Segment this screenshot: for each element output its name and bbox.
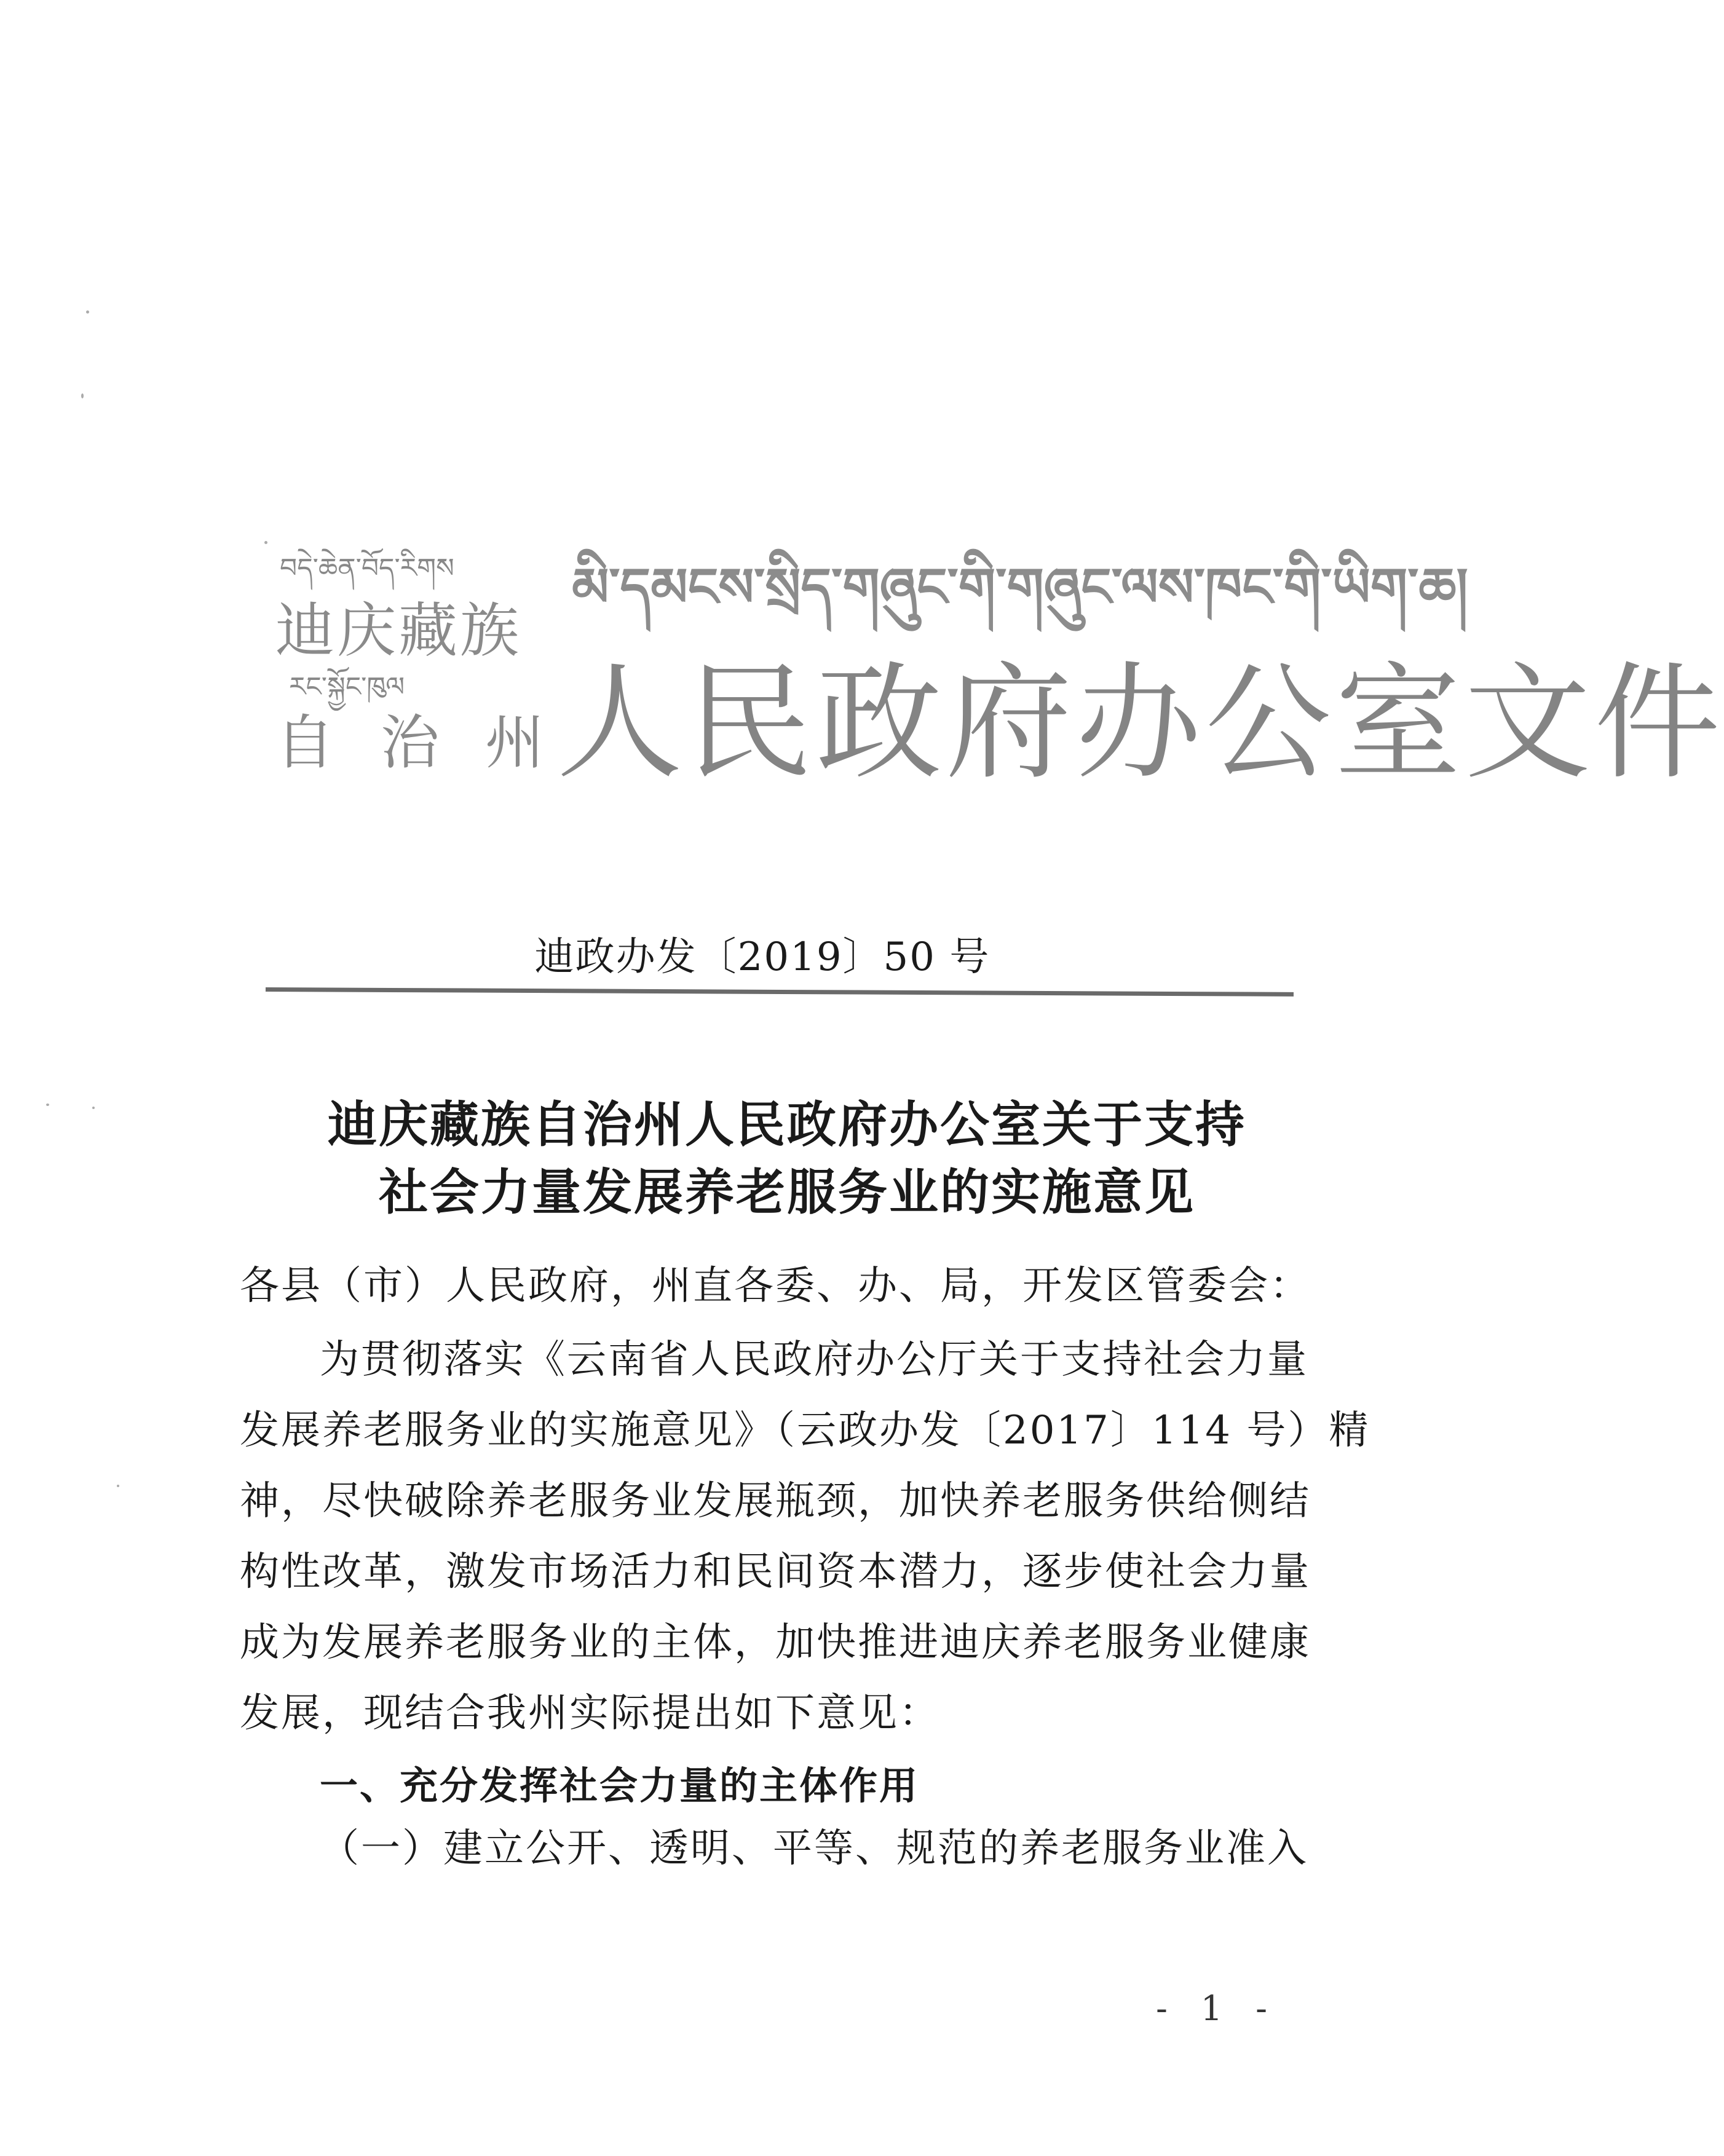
page-number: - 1 -	[1156, 1989, 1279, 2029]
scan-speck	[81, 393, 84, 398]
salutation: 各县（市）人民政府，州直各委、办、局，开发区管委会：	[240, 1263, 1311, 1309]
letterhead-left-chinese-top: 迪庆藏族	[275, 596, 521, 665]
document-title-line-1: 迪庆藏族自治州人民政府办公室关于支持	[328, 1096, 1246, 1153]
letterhead-left-tibetan-bottom: རང་སྐྱོང་ཁུལ	[289, 671, 405, 703]
paragraph-line: 为贯彻落实《云南省人民政府办公厅关于支持社会力量	[320, 1337, 1308, 1383]
letterhead-right-tibetan: མི་དམངས་སྲིད་གཞུང་གི་གཞུང་ལས་ཁང་གི་ཡིག་ཆ།	[572, 557, 1468, 618]
scan-speck	[117, 1485, 119, 1487]
letterhead-left-tibetan-top: བདེ་ཆེན་བོད་རིགས	[280, 553, 454, 584]
header-divider	[266, 987, 1294, 997]
document-number: 迪政办发〔2019〕50 号	[534, 934, 991, 980]
letterhead-left-chinese-bottom: 自 治 州	[275, 708, 558, 777]
paragraph-line: 发展，现结合我州实际提出如下意见：	[240, 1691, 940, 1736]
scan-speck	[46, 1104, 49, 1106]
paragraph-line: 发展养老服务业的实施意见》（云政办发〔2017〕114 号）精	[240, 1408, 1370, 1453]
scan-speck	[92, 1107, 95, 1109]
scan-speck	[86, 310, 89, 314]
document-title-line-2: 社会力量发展养老服务业的实施意见	[379, 1163, 1195, 1221]
paragraph-line: 成为发展养老服务业的主体，加快推进迪庆养老服务业健康	[240, 1620, 1311, 1665]
paragraph-line: 神，尽快破除养老服务业发展瓶颈，加快养老服务供给侧结	[240, 1479, 1311, 1524]
letterhead-right-chinese: 人民政府办公室文件	[556, 650, 1724, 797]
section-heading-1: 一、充分发挥社会力量的主体作用	[320, 1763, 920, 1808]
paragraph-line: 构性改革，激发市场活力和民间资本潜力，逐步使社会力量	[240, 1549, 1311, 1595]
item-1-line: （一）建立公开、透明、平等、规范的养老服务业准入	[320, 1826, 1308, 1871]
scan-speck	[264, 541, 267, 544]
